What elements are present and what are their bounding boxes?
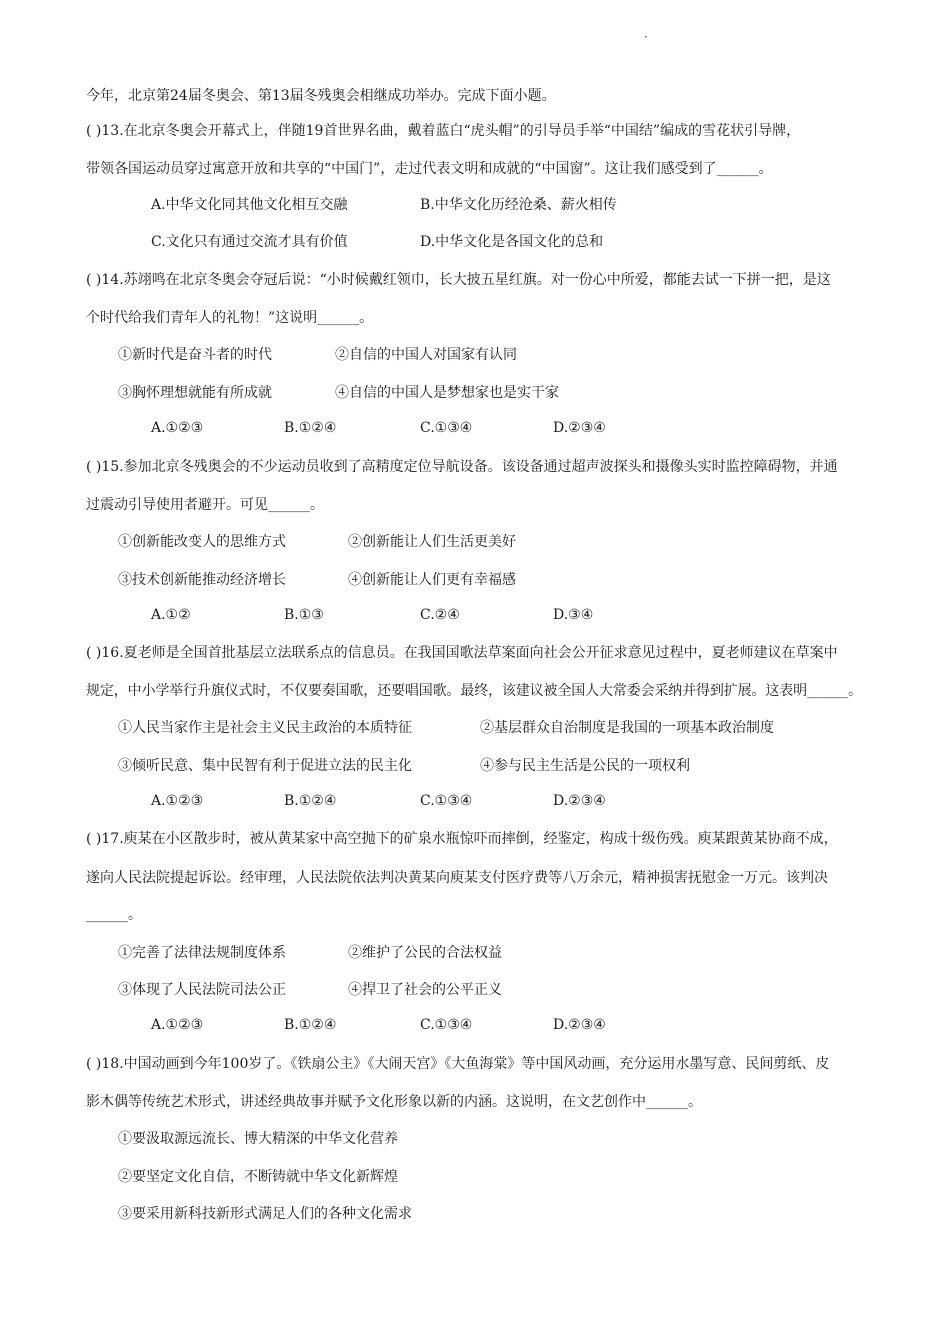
q15-option-a: A.①② <box>151 607 191 623</box>
q16-option-b: B.①②④ <box>284 793 337 809</box>
q15-option-d: D.③④ <box>553 607 594 623</box>
q16-statement-2: ②基层群众自治制度是我国的一项基本政治制度 <box>480 720 774 736</box>
q18-stem-line2: 影木偶等传统艺术形式，讲述经典故事并赋予文化形象以新的内涵。这说明，在文艺创作中______。 <box>86 1094 702 1110</box>
intro-text: 今年，北京第24届冬奥会、第13届冬残奥会相继成功举办。完成下面小题。 <box>86 88 556 104</box>
q15-statement-2: ②创新能让人们生活更美好 <box>348 534 516 550</box>
q15-stem-line1: ( )15.参加北京冬残奥会的不少运动员收到了高精度定位导航设备。该设备通过超声波探头和摄像头实时监控障碍物，并通 <box>86 459 838 475</box>
page-mark: · <box>644 30 648 44</box>
q16-option-d: D.②③④ <box>553 793 606 809</box>
q17-statement-3: ③体现了人民法院司法公正 <box>118 982 286 998</box>
q13-option-c: C.文化只有通过交流才具有价值 <box>151 234 348 250</box>
q17-statement-2: ②维护了公民的合法权益 <box>348 945 502 961</box>
q14-option-d: D.②③④ <box>553 420 606 436</box>
q16-statement-4: ④参与民主生活是公民的一项权利 <box>480 758 690 774</box>
q14-stem-line2: 个时代给我们青年人的礼物！”这说明______。 <box>86 310 374 326</box>
q14-statement-2: ②自信的中国人对国家有认同 <box>335 347 517 363</box>
q15-stem-line2: 过震动引导使用者避开。可见______。 <box>86 497 324 513</box>
q18-statement-2: ②要坚定文化自信，不断铸就中华文化新辉煌 <box>118 1169 398 1185</box>
q18-stem-line1: ( )18.中国动画到今年100岁了。《铁扇公主》《大闹天宫》《大鱼海棠》等中国风动画，充分运用水墨写意、民间剪纸、皮 <box>86 1056 830 1072</box>
q16-stem-line2: 规定，中小学举行升旗仪式时，不仅要奏国歌，还要唱国歌。最终，该建议被全国人大常委会采纳并得到扩展。这表明______。 <box>86 683 862 699</box>
q14-statement-3: ③胸怀理想就能有所成就 <box>118 385 272 401</box>
q17-option-c: C.①③④ <box>420 1017 473 1033</box>
q14-option-c: C.①③④ <box>420 420 473 436</box>
q13-option-d: D.中华文化是各国文化的总和 <box>420 234 604 250</box>
q15-statement-3: ③技术创新能推动经济增长 <box>118 572 286 588</box>
q16-stem-line1: ( )16.夏老师是全国首批基层立法联系点的信息员。在我国国歌法草案面向社会公开征求意见过程中，夏老师建议在草案中 <box>86 645 838 661</box>
q14-option-b: B.①②④ <box>284 420 337 436</box>
q14-stem-line1: ( )14.苏翊鸣在北京冬奥会夺冠后说：“小时候戴红领巾，长大披五星红旗。对一份心中所爱，都能去试一下拼一把，是这 <box>86 272 831 288</box>
q15-option-b: B.①③ <box>284 607 324 623</box>
q15-option-c: C.②④ <box>420 607 460 623</box>
q17-statement-1: ①完善了法律法规制度体系 <box>118 945 286 961</box>
q17-option-d: D.②③④ <box>553 1017 606 1033</box>
q15-statement-4: ④创新能让人们更有幸福感 <box>348 572 516 588</box>
q17-stem-line3: ______。 <box>86 907 142 923</box>
q14-statement-4: ④自信的中国人是梦想家也是实干家 <box>335 385 559 401</box>
q13-stem-line1: ( )13.在北京冬奥会开幕式上，伴随19首世界名曲，戴着蓝白“虎头帽”的引导员手举“中国结”编成的雪花状引导牌， <box>86 123 801 139</box>
q16-statement-3: ③倾听民意、集中民智有利于促进立法的民主化 <box>118 758 412 774</box>
q13-stem-line2: 带领各国运动员穿过寓意开放和共享的“中国门”，走过代表文明和成就的“中国窗”。这让我们感受到了______。 <box>86 161 773 177</box>
q17-stem-line2: 遂向人民法院提起诉讼。经审理，人民法院依法判决黄某向庾某支付医疗费等八万余元，精神损害抚慰金一万元。该判决 <box>86 870 828 886</box>
q17-option-b: B.①②④ <box>284 1017 337 1033</box>
q14-statement-1: ①新时代是奋斗者的时代 <box>118 347 272 363</box>
q18-statement-1: ①要汲取源远流长、博大精深的中华文化营养 <box>118 1131 398 1147</box>
q17-option-a: A.①②③ <box>151 1017 204 1033</box>
q16-option-c: C.①③④ <box>420 793 473 809</box>
q13-option-a: A.中华文化同其他文化相互交融 <box>151 197 348 213</box>
q17-statement-4: ④捍卫了社会的公平正义 <box>348 982 502 998</box>
q13-option-b: B.中华文化历经沧桑、薪火相传 <box>420 197 617 213</box>
q18-statement-3: ③要采用新科技新形式满足人们的各种文化需求 <box>118 1206 412 1222</box>
q14-option-a: A.①②③ <box>151 420 204 436</box>
q16-option-a: A.①②③ <box>151 793 204 809</box>
q16-statement-1: ①人民当家作主是社会主义民主政治的本质特征 <box>118 720 412 736</box>
q17-stem-line1: ( )17.庾某在小区散步时，被从黄某家中高空抛下的矿泉水瓶惊吓而摔倒，经鉴定，构成十级伤残。庾某跟黄某协商不成， <box>86 831 838 847</box>
q15-statement-1: ①创新能改变人的思维方式 <box>118 534 286 550</box>
